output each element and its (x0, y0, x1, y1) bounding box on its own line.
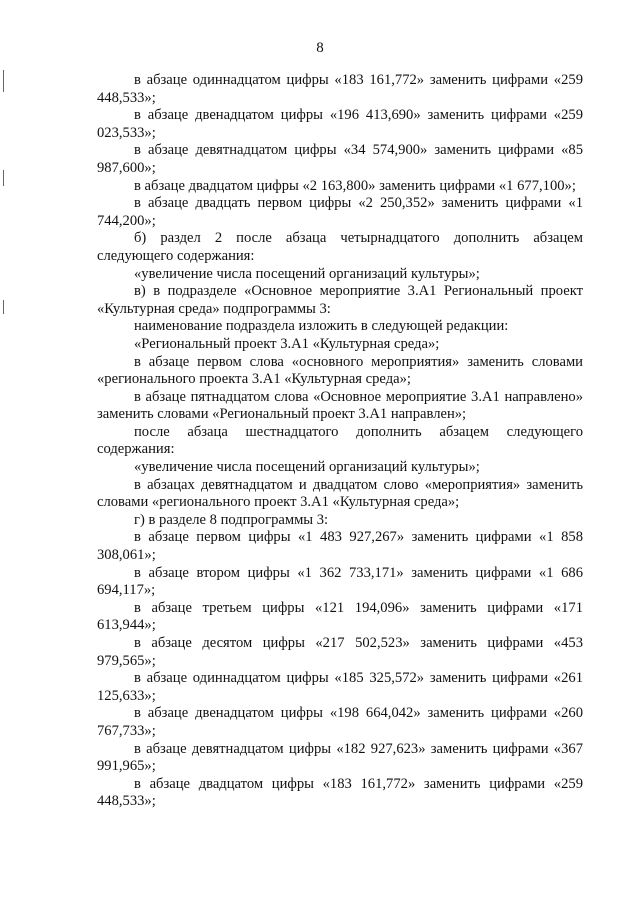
amendment-paragraph: в абзаце пятнадцатом слова «Основное мероприятие 3.А1 направлено» заменить словами «Региональный проект 3.А1 направлен»; (97, 388, 583, 423)
page-number: 8 (316, 40, 324, 56)
amendment-paragraph: в абзаце двенадцатом цифры «198 664,042» заменить цифрами «260 767,733»; (97, 705, 583, 739)
amendment-paragraph: в абзацах девятнадцатом и двадцатом слово «мероприятия» заменить словами «регионального проект 3.А1 «Культурная среда»; (97, 476, 583, 511)
amendment-paragraph: в абзаце двадцать первом цифры «2 250,352» заменить цифрами «1 744,200»; (97, 195, 583, 229)
amendment-paragraph: «увеличение числа посещений организаций культуры»; (134, 459, 480, 476)
scan-edge-mark-top (3, 70, 4, 92)
amendment-paragraph: в) в подразделе «Основное мероприятие 3.А1 Региональный проект «Культурная среда» подпрограммы 3: (97, 283, 583, 317)
amendment-paragraph: в абзаце третьем цифры «121 194,096» заменить цифрами «171 613,944»; (97, 599, 583, 634)
amendment-paragraph: г) в разделе 8 подпрограммы 3: (134, 511, 329, 528)
amendment-paragraph: в абзаце девятнадцатом цифры «34 574,900» заменить цифрами «85 987,600»; (97, 142, 583, 176)
amendment-paragraph: в абзаце девятнадцатом цифры «182 927,623» заменить цифрами «367 991,965»; (97, 740, 583, 775)
amendment-paragraph: в абзаце десятом цифры «217 502,523» заменить цифрами «453 979,565»; (97, 635, 583, 669)
amendment-paragraph: в абзаце втором цифры «1 362 733,171» заменить цифрами «1 686 694,117»; (97, 564, 583, 599)
amendment-paragraph: в абзаце двадцатом цифры «183 161,772» заменить цифрами «259 448,533»; (97, 775, 583, 810)
amendment-paragraph: «Региональный проект 3.А1 «Культурная среда»; (134, 335, 440, 352)
amendment-paragraph: «увеличение числа посещений организаций культуры»; (134, 265, 480, 282)
scan-edge-mark-lower (3, 300, 4, 314)
amendment-paragraph: б) раздел 2 после абзаца четырнадцатого дополнить абзацем следующего содержания: (97, 230, 583, 264)
amendment-paragraph: наименование подраздела изложить в следующей редакции: (134, 318, 509, 335)
amendment-paragraph: в абзаце одиннадцатом цифры «185 325,572» заменить цифрами «261 125,633»; (97, 670, 583, 704)
amendment-paragraph: в абзаце первом цифры «1 483 927,267» заменить цифрами «1 858 308,061»; (97, 529, 583, 564)
amendment-paragraph: в абзаце двадцатом цифры «2 163,800» заменить цифрами «1 677,100»; (134, 177, 576, 194)
amendment-paragraph: в абзаце одиннадцатом цифры «183 161,772» заменить цифрами «259 448,533»; (97, 72, 583, 106)
amendment-paragraph: после абзаца шестнадцатого дополнить абзацем следующего содержания: (97, 423, 583, 458)
amendment-paragraph: в абзаце первом слова «основного мероприятия» заменить словами «регионального проекта 3.А1 «Культурная среда»; (97, 353, 583, 388)
amendment-paragraph: в абзаце двенадцатом цифры «196 413,690» заменить цифрами «259 023,533»; (97, 107, 583, 141)
document-body (97, 72, 583, 811)
scan-edge-mark-middle (3, 170, 4, 186)
